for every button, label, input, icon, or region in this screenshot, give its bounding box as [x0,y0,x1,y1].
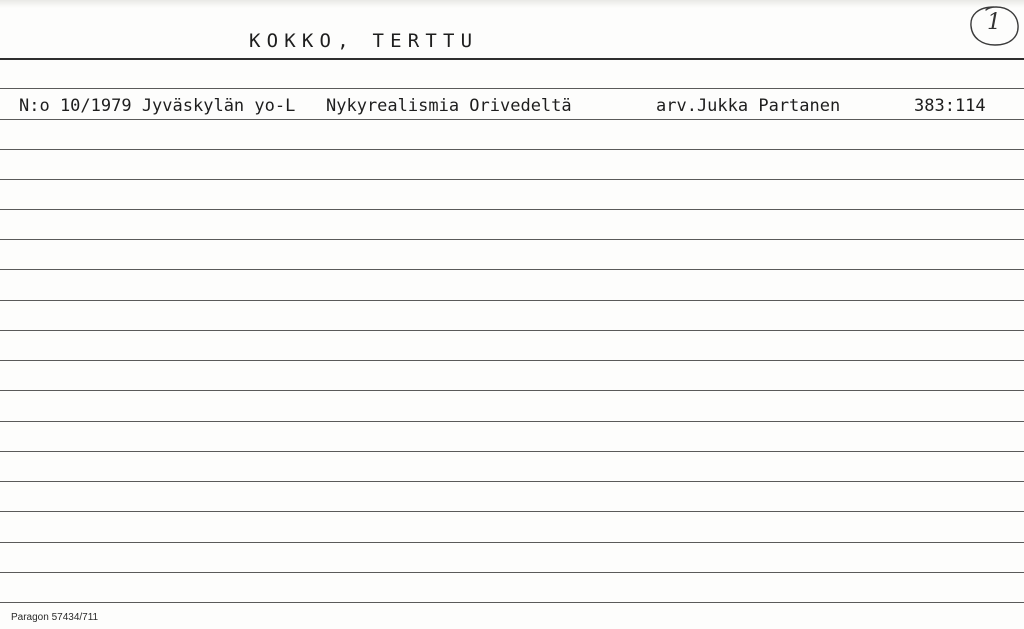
card-print-code: Paragon 57434/711 [11,612,99,623]
ruled-line [0,300,1024,301]
ruled-line [0,390,1024,391]
ruled-line [0,179,1024,180]
ruled-line [0,421,1024,422]
ruled-line [0,511,1024,512]
ruled-line [0,269,1024,270]
ruled-line [0,602,1024,603]
entry-number: N:o 10/1979 Jyväskylän yo-L [19,96,296,116]
ruled-line [0,542,1024,543]
ruled-line [0,481,1024,482]
circled-number-mark [966,4,1022,48]
entry-reviewer: arv.Jukka Partanen [656,96,841,116]
ruled-line [0,239,1024,240]
ruled-line [0,330,1024,331]
ruled-line [0,209,1024,210]
entry-classification: 383:114 [914,96,986,116]
header-rule [0,58,1024,60]
ruled-line [0,360,1024,361]
ruled-line [0,119,1024,120]
card-top-edge [0,0,1024,8]
entry-title: Nykyrealismia Orivedeltä [326,96,572,116]
ruled-line [0,572,1024,573]
circled-number: 1 [987,10,1001,35]
ruled-line [0,149,1024,150]
ruled-line [0,88,1024,89]
card-name-heading: KOKKO, TERTTU [249,30,479,52]
ruled-line [0,451,1024,452]
